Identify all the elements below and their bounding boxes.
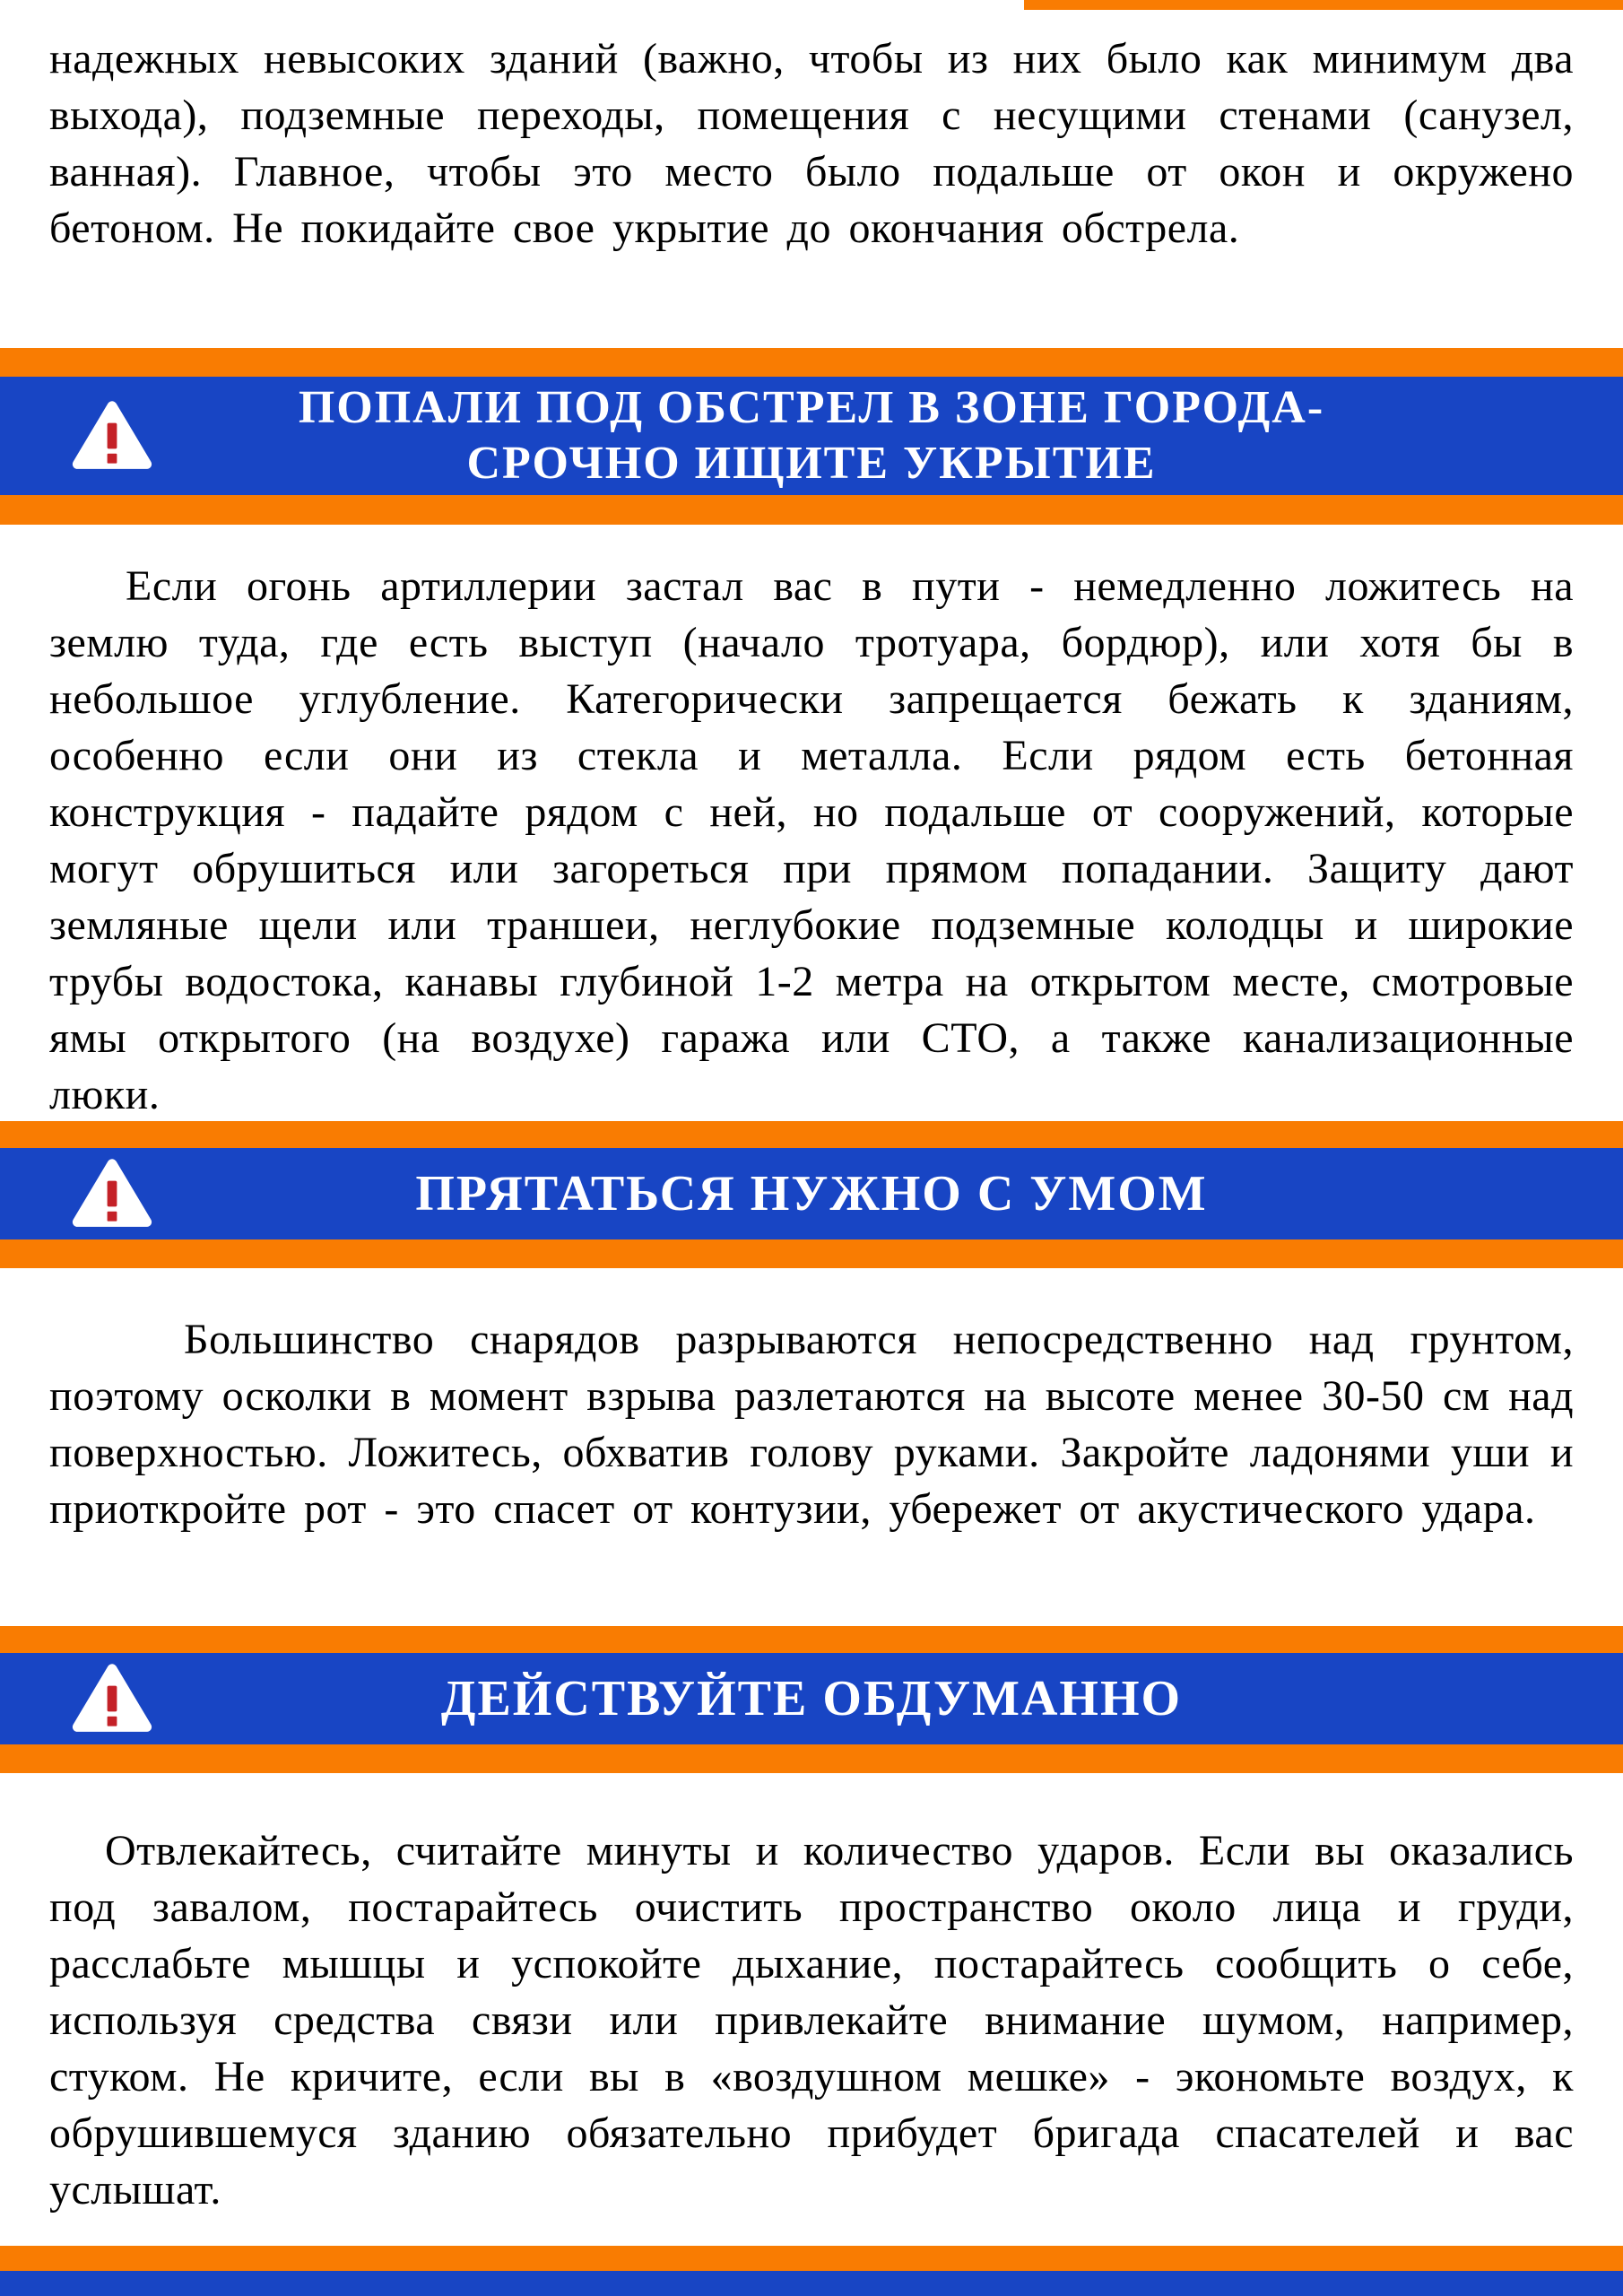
warning-triangle-icon: [72, 1663, 152, 1735]
banner-title-line: СРОЧНО ИЩИТЕ УКРЫТИЕ: [466, 438, 1157, 489]
banner-orange-strip: [0, 348, 1623, 377]
warning-triangle-icon: [72, 1158, 152, 1230]
banner-blue-band: [0, 1148, 1623, 1239]
paragraph-shelter-continuation: надежных невысоких зданий (важно, чтобы из них было как минимум два выхода), подземные переходы, помещения с несущими стенами (санузел, ванная). Главное, чтобы это место было подальше от окон и окружено бетоном. Не покидайте свое укрытие до окончания обстрела.: [49, 35, 1574, 252]
top-edge-orange-strip: [1024, 0, 1623, 10]
banner-blue-band: [0, 1653, 1623, 1744]
banner-orange-strip: [0, 1121, 1623, 1148]
banner-hide-wisely: [0, 1121, 1623, 1268]
paragraph-under-rubble: Отвлекайтесь, считайте минуты и количество ударов. Если вы оказались под завалом, постарайтесь очистить пространство около лица и груди, расслабьте мышцы и успокойте дыхание, постарайтесь сообщить о себе, используя средства связи или привлекайте внимание шумом, например, стуком. Не кричите, если вы в «воздушном мешке» - экономьте воздух, к обрушившемуся зданию обязательно прибудет бригада спасателей и вас услышат.: [49, 1827, 1574, 2213]
banner-title: [441, 1672, 1182, 1726]
banner-title-line: ДЕЙСТВУЙТЕ ОБДУМАННО: [440, 1671, 1183, 1726]
banner-title: [415, 1167, 1207, 1221]
banner-blue-band: [0, 377, 1623, 495]
banner-title: [299, 380, 1324, 491]
warning-triangle-icon: [72, 400, 152, 472]
bottom-edge-blue-strip: [0, 2271, 1623, 2296]
bottom-edge-orange-strip: [0, 2246, 1623, 2271]
banner-title-line: ПОПАЛИ ПОД ОБСТРЕЛ В ЗОНЕ ГОРОДА-: [298, 382, 1325, 433]
banner-title-line: ПРЯТАТЬСЯ НУЖНО С УМОМ: [415, 1166, 1208, 1222]
paragraph-shrapnel-height: Большинство снарядов разрываются непосредственно над грунтом, поэтому осколки в момент взрыва разлетаются на высоте менее 30-50 см над поверхностью. Ложитесь, обхватив голову руками. Закройте ладонями уши и приоткройте рот - это спасет от контузии, убережет от акустического удара.: [49, 1316, 1574, 1533]
banner-orange-strip: [0, 1239, 1623, 1268]
paragraph-caught-in-open: Если огонь артиллерии застал вас в пути - немедленно ложитесь на землю туда, где есть выступ (начало тротуара, бордюр), или хотя бы в небольшое углубление. Категорически запрещается бежать к зданиям, особенно если они из стекла и металла. Если рядом есть бетонная конструкция - падайте рядом с ней, но подальше от сооружений, которые могут обрушиться или загореться при прямом попадании. Защиту дают земляные щели или траншеи, неглубокие подземные колодцы и широкие трубы водостока, канавы глубиной 1-2 метра на открытом месте, смотровые ямы открытого (на воздухе) гаража или СТО, а также канализационные люки.: [49, 562, 1574, 1118]
banner-orange-strip: [0, 1626, 1623, 1653]
banner-orange-strip: [0, 1744, 1623, 1773]
banner-orange-strip: [0, 495, 1623, 525]
banner-act-deliberately: [0, 1626, 1623, 1773]
banner-shelling-in-city: [0, 348, 1623, 525]
